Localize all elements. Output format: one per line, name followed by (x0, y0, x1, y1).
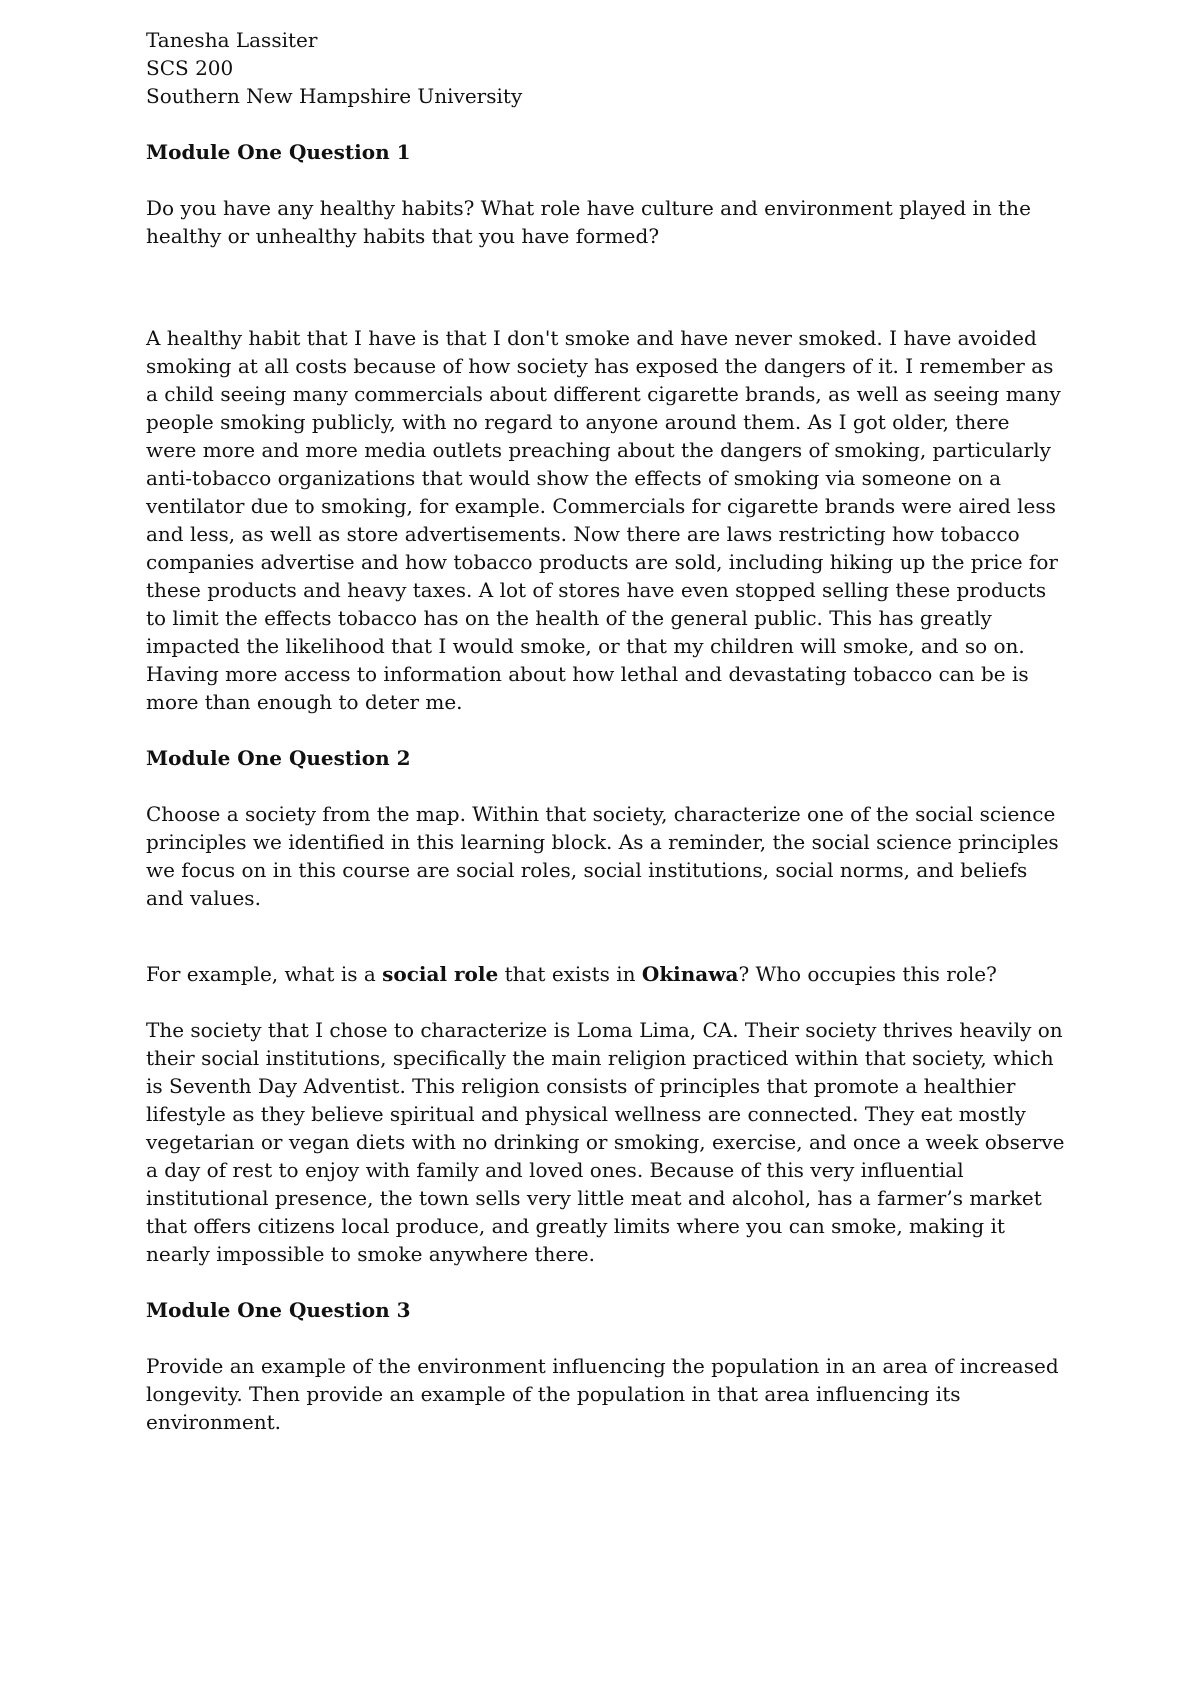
document-page (146, 26, 1066, 1436)
example-text-3: ? Who occupies this role? (738, 962, 997, 986)
question-2-section (146, 744, 1066, 1268)
question-1-answer: A healthy habit that I have is that I don't smoke and have never smoked. I have avoided smoking at all costs because of how society has exposed the dangers of it. I remember as a child seeing many commercials about different cigarette brands, as well as seeing many people smoking publicly, with no regard to anyone around them. As I got older, there were more and more media outlets preaching about the dangers of smoking, particularly anti-tobacco organizations that would show the effects of smoking via someone on a ventilator due to smoking, for example. Commercials for cigarette brands were aired less and less, as well as store advertisements. Now there are laws restricting how tobacco companies advertise and how tobacco products are sold, including hiking up the price for these products and heavy taxes. A lot of stores have even stopped selling these products to limit the effects tobacco has on the health of the general public. This has greatly impacted the likelihood that I would smoke, or that my children will smoke, and so on. Having more access to information about how lethal and devastating tobacco can be is more than enough to deter me. (146, 326, 1061, 714)
question-2-example (146, 960, 1066, 988)
document-header (146, 26, 1066, 110)
question-1-prompt: Do you have any healthy habits? What role have culture and environment played in the healthy or unhealthy habits that you have formed? (146, 196, 1031, 248)
course-code: SCS 200 (146, 56, 234, 80)
question-3-section (146, 1296, 1066, 1436)
author-name: Tanesha Lassiter (146, 28, 318, 52)
question-2-prompt: Choose a society from the map. Within that society, characterize one of the social science principles we identified in this learning block. As a reminder, the social science principles we focus on in this course are social roles, social institutions, social norms, and beliefs and values. (146, 802, 1059, 910)
school-name: Southern New Hampshire University (146, 84, 523, 108)
question-2-heading: Module One Question 2 (146, 746, 411, 770)
example-term: social role (382, 962, 499, 986)
question-1-heading: Module One Question 1 (146, 140, 411, 164)
question-3-heading: Module One Question 3 (146, 1298, 411, 1322)
question-2-answer: The society that I chose to characterize is Loma Lima, CA. Their society thrives heavily on their social institutions, specifically the main religion practiced within that society, which is Seventh Day Adventist. This religion consists of principles that promote a healthier lifestyle as they believe spiritual and physical wellness are connected. They eat mostly vegetarian or vegan diets with no drinking or smoking, exercise, and once a week observe a day of rest to enjoy with family and loved ones. Because of this very influential institutional presence, the town sells very little meat and alcohol, has a farmer’s market that offers citizens local produce, and greatly limits where you can smoke, making it nearly impossible to smoke anywhere there. (146, 1018, 1065, 1266)
example-text-1: For example, what is a (146, 962, 383, 986)
example-text-2: that exists in (498, 962, 642, 986)
question-1-section (146, 138, 1066, 716)
example-place: Okinawa (641, 962, 739, 986)
question-3-prompt: Provide an example of the environment influencing the population in an area of increased longevity. Then provide an example of the population in that area influencing its environment. (146, 1354, 1059, 1434)
